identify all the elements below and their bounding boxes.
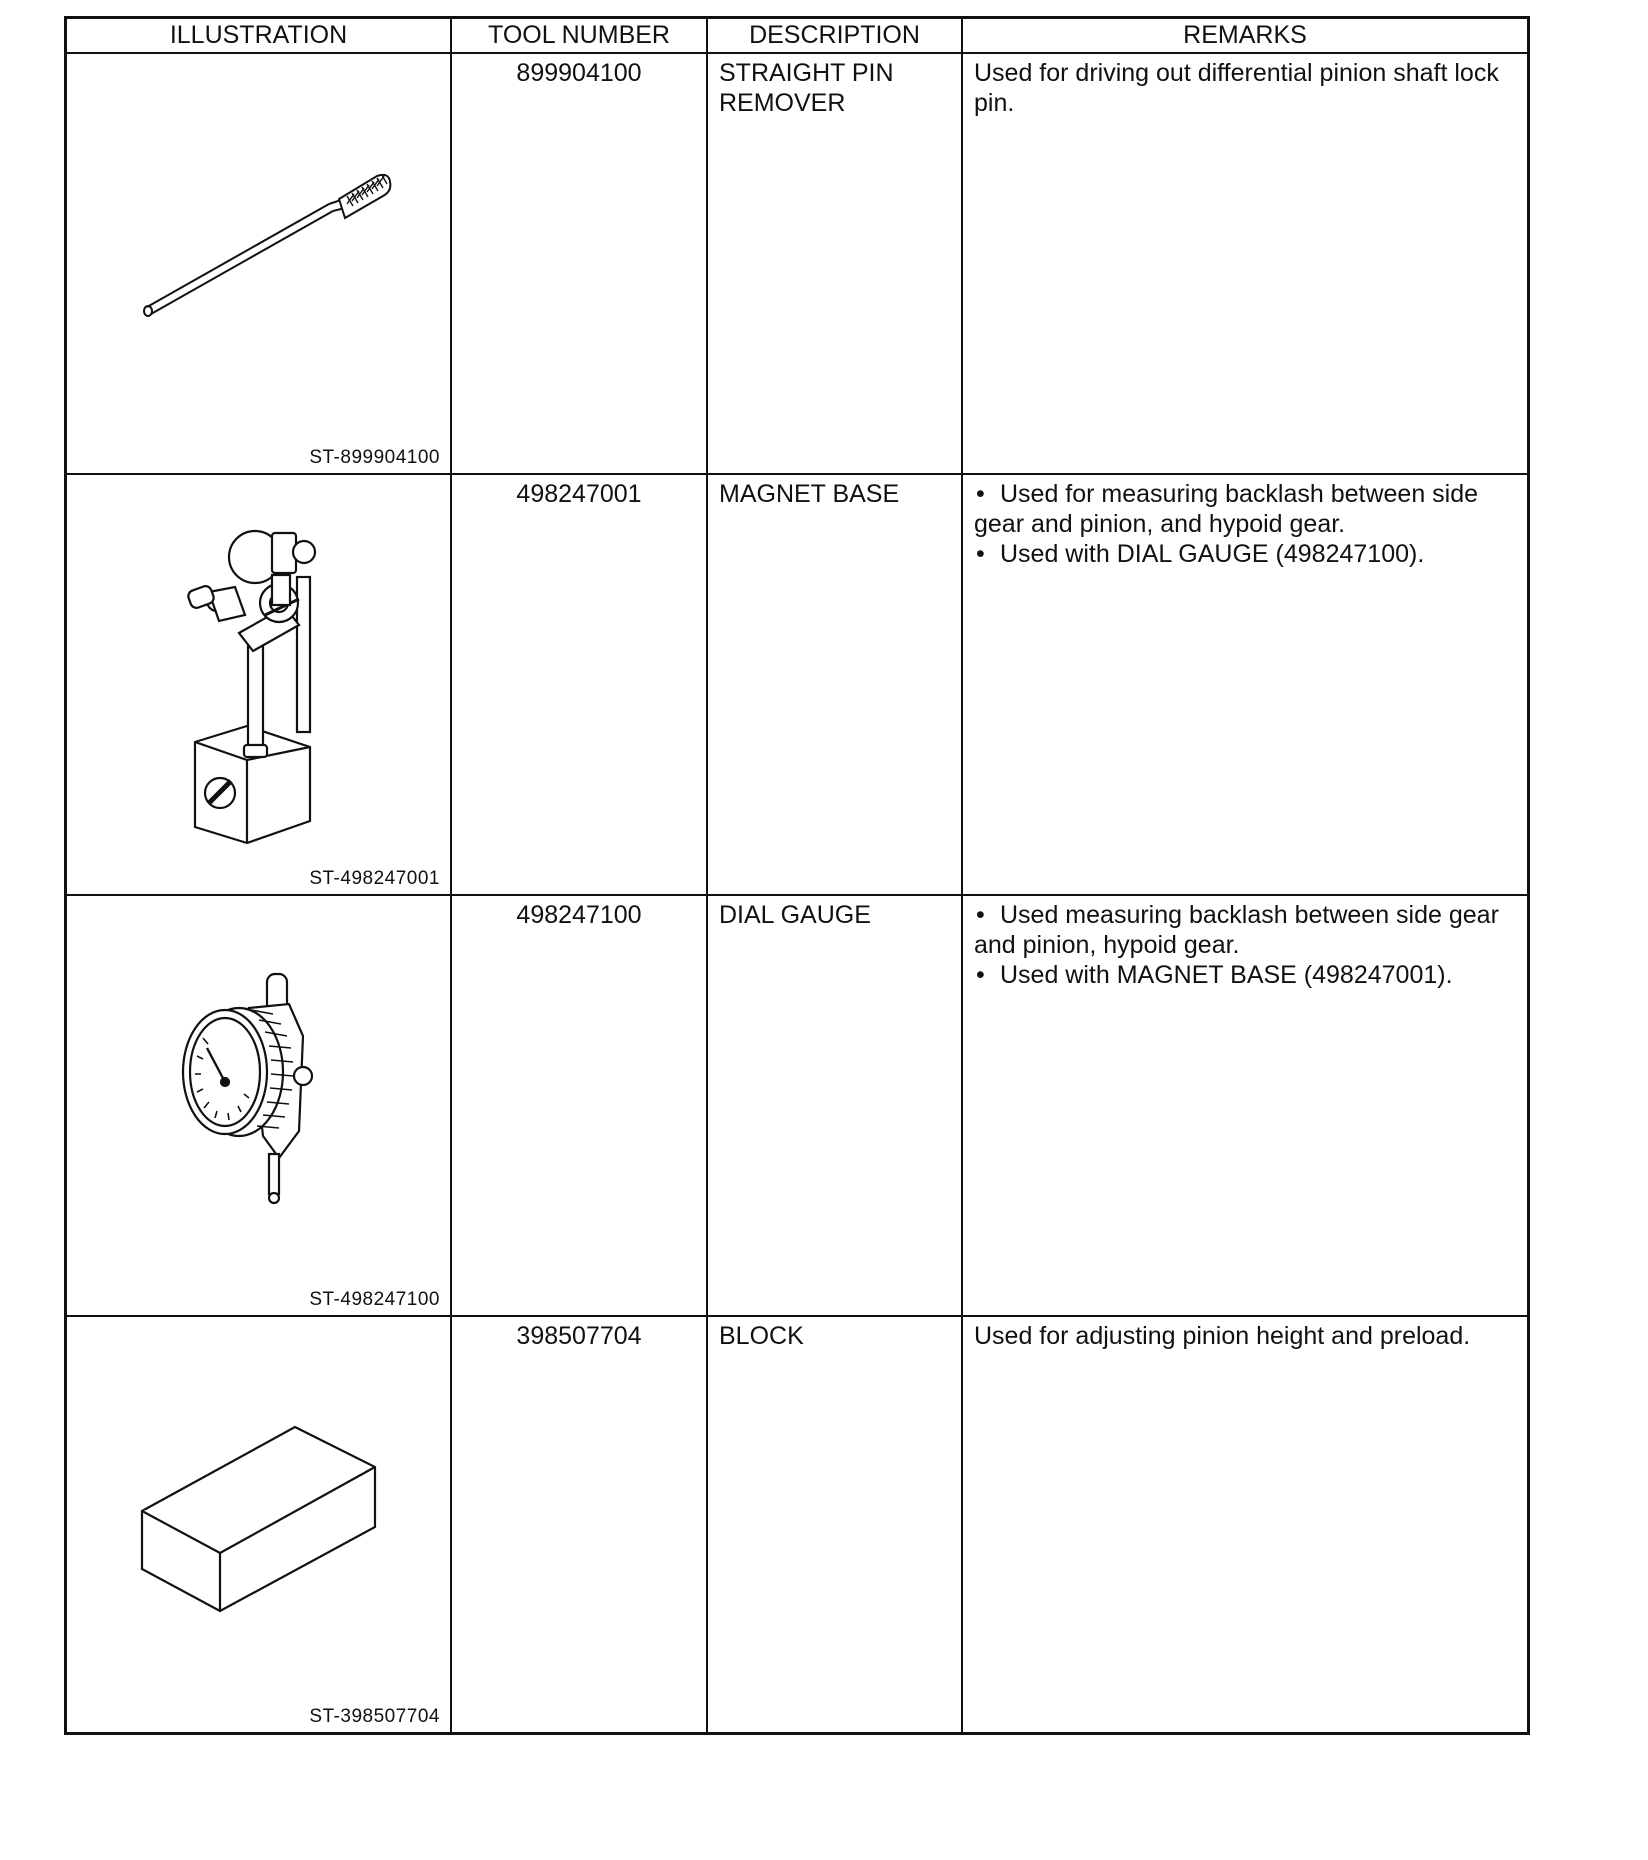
block-drawing	[67, 1317, 452, 1732]
illustration-code: ST-899904100	[309, 447, 440, 468]
bullet-icon: •	[976, 961, 985, 989]
tool-number: 398507704	[452, 1317, 708, 1732]
remark-text: Used measuring backlash between side gear and pinion, hypoid gear.	[974, 901, 1499, 959]
dial-gauge-drawing	[67, 896, 452, 1317]
illustration-block	[67, 1317, 452, 1732]
illustration-magnet-base	[67, 475, 452, 896]
tool-remarks	[963, 475, 1527, 896]
tool-remarks	[963, 1317, 1527, 1732]
remark-list	[974, 479, 1515, 569]
tool-description: BLOCK	[708, 1317, 963, 1732]
straight-pin-remover-drawing	[67, 54, 452, 475]
remark-item	[974, 479, 1515, 539]
remark-text: Used for measuring backlash between side gear and pinion, and hypoid gear.	[974, 480, 1479, 538]
header-remarks: REMARKS	[963, 19, 1527, 54]
remark-list	[974, 900, 1515, 990]
remark-text: Used for adjusting pinion height and preload.	[974, 1322, 1471, 1350]
header-tool-number: TOOL NUMBER	[452, 19, 708, 54]
illustration-dial-gauge	[67, 896, 452, 1317]
tool-table	[64, 16, 1530, 1735]
remark-item	[974, 900, 1515, 960]
remark-text: Used for driving out differential pinion shaft lock pin.	[974, 59, 1499, 117]
tool-number: 899904100	[452, 54, 708, 475]
tool-description: DIAL GAUGE	[708, 896, 963, 1317]
illustration-straight-pin-remover	[67, 54, 452, 475]
tool-description: MAGNET BASE	[708, 475, 963, 896]
tool-description: STRAIGHT PIN REMOVER	[708, 54, 963, 475]
bullet-icon: •	[976, 480, 985, 508]
illustration-code: ST-498247100	[309, 1289, 440, 1310]
remark-item	[974, 539, 1515, 569]
illustration-code: ST-498247001	[309, 868, 440, 889]
bullet-icon: •	[976, 540, 985, 568]
bullet-icon: •	[976, 901, 985, 929]
remark-text: Used with MAGNET BASE (498247001).	[1000, 961, 1453, 989]
header-description: DESCRIPTION	[708, 19, 963, 54]
remark-text: Used with DIAL GAUGE (498247100).	[1000, 540, 1425, 568]
tool-number: 498247001	[452, 475, 708, 896]
tool-remarks	[963, 54, 1527, 475]
magnet-base-drawing	[67, 475, 452, 896]
illustration-code: ST-398507704	[309, 1706, 440, 1727]
tool-remarks	[963, 896, 1527, 1317]
tool-number: 498247100	[452, 896, 708, 1317]
header-illustration: ILLUSTRATION	[67, 19, 452, 54]
remark-item	[974, 960, 1515, 990]
